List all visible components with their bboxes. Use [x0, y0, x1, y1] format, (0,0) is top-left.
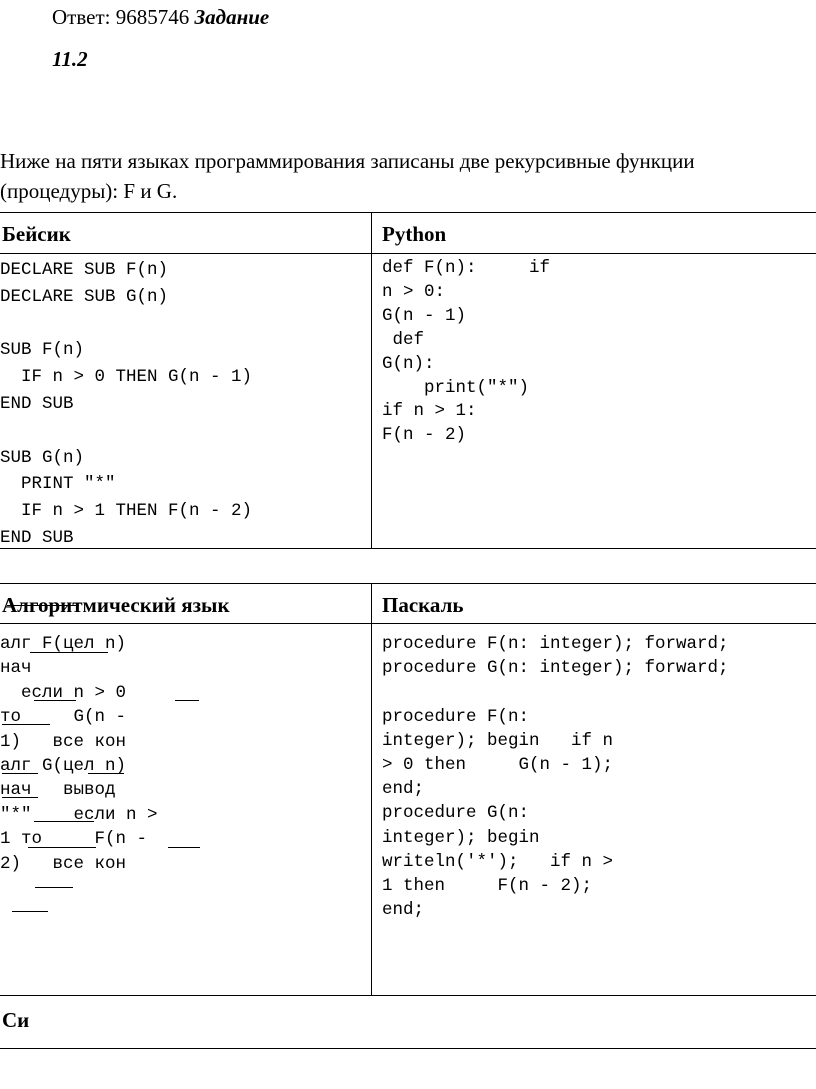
table-1-column-divider: [371, 212, 372, 548]
intro-line-2: (процедуры): F и G.: [0, 179, 178, 203]
algo-strike-mark: [28, 847, 96, 848]
algo-underline-mark: [34, 700, 76, 701]
algo-underline-mark: [11, 623, 49, 624]
task-number: 11.2: [52, 47, 88, 71]
algo-code: алг F(цел n) нач если n > 0 то G(n - 1) все кон алг G(цел n) нач вывод "*" если n > 1 то F(n - 2) все кон: [0, 634, 158, 874]
col-title-pascal: Паскаль: [382, 593, 464, 617]
table-2-header-border: [0, 623, 816, 624]
algo-strike-mark: [7, 605, 79, 606]
col-title-c: Си: [2, 1008, 30, 1032]
algo-underline-mark: [2, 773, 38, 774]
answer-line: [52, 4, 269, 30]
table-1-top-border: [0, 212, 816, 213]
task-word: Задание: [194, 5, 270, 29]
algo-underline-mark: [35, 887, 73, 888]
pascal-code: procedure F(n: integer); forward; procedure G(n: integer); forward; procedure F(n: integer); begin if n > 0 then G(n - 1); end; procedure G(n: integer); begin writeln('*'); if n > 1 then F(n - 2); end;: [382, 634, 729, 921]
algo-strike-mark: [34, 821, 94, 822]
algo-underline-mark: [30, 652, 108, 653]
algo-underline-mark: [12, 911, 48, 912]
algo-underline-mark: [2, 724, 50, 725]
algo-underline-mark: [88, 773, 124, 774]
table-2-bottom-border: [0, 995, 816, 996]
table-2-column-divider: [371, 583, 372, 995]
col-title-python: Python: [382, 222, 447, 246]
table-1-header-border: [0, 253, 816, 254]
python-code: def F(n): if n > 0: G(n - 1) def G(n): print("*") if n > 1: F(n - 2): [382, 258, 551, 446]
algo-underline-mark: [175, 700, 199, 701]
intro-line-1: Ниже на пяти языках программирования записаны две рекурсивные функции: [0, 149, 695, 173]
col-title-algo: Алгоритмический язык: [2, 593, 230, 617]
table-2-c-bottom-border: [0, 1048, 816, 1049]
algo-underline-mark: [2, 797, 38, 798]
col-title-basic: Бейсик: [2, 222, 71, 246]
answer-text: Ответ: 9685746: [52, 5, 190, 29]
basic-code: DECLARE SUB F(n) DECLARE SUB G(n) SUB F(n) IF n > 0 THEN G(n - 1) END SUB SUB G(n) PRINT "*" IF n > 1 THEN F(n - 2) END SUB: [0, 260, 253, 548]
algo-strike-mark: [168, 847, 200, 848]
table-2-top-border: [0, 583, 816, 584]
